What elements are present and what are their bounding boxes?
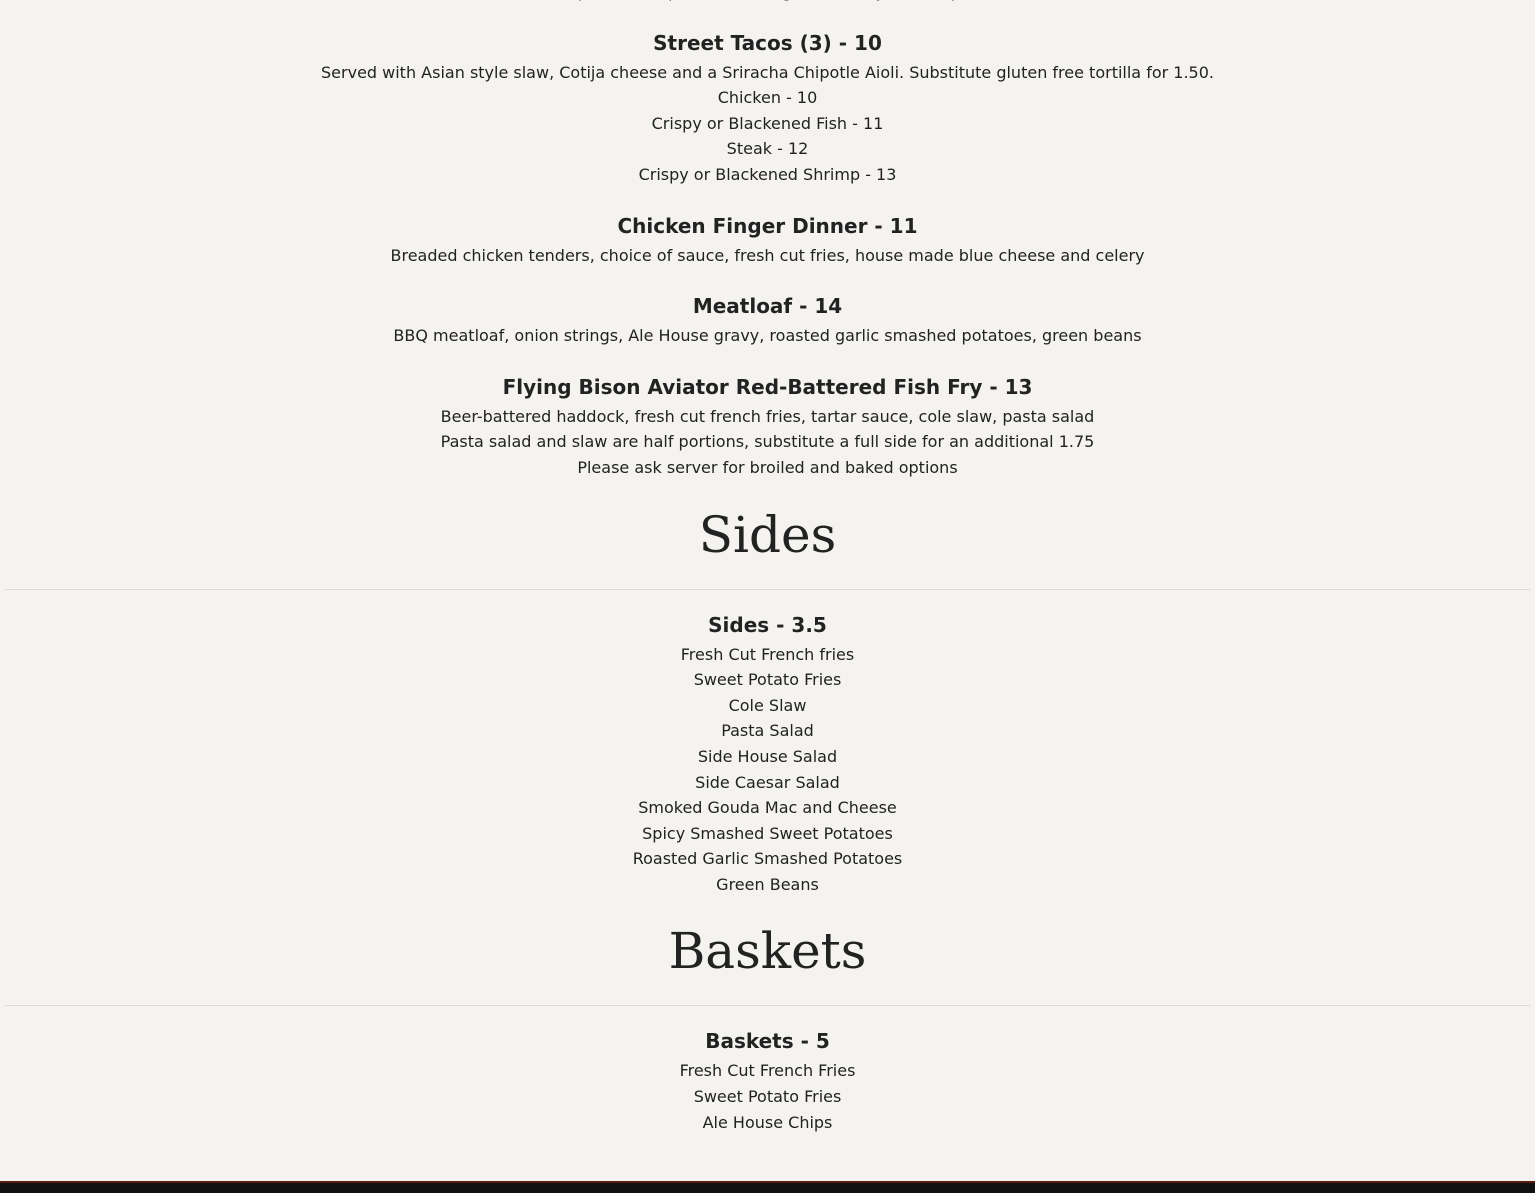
menu-item-note: Pasta salad and slaw are half portions, substitute a full side for an additional 1.75 — [440, 432, 1095, 452]
side-option: Side Caesar Salad — [695, 772, 840, 792]
basket-option: Sweet Potato Fries — [693, 1087, 842, 1107]
side-option: Fresh Cut French fries — [680, 644, 855, 664]
basket-option: Ale House Chips — [702, 1112, 833, 1132]
menu-item-description: Served with Asian style slaw, Cotija cheese and a Sriracha Chipotle Aioli. Substitute gluten free tortilla for 1.50. — [321, 62, 1214, 82]
side-option: Sweet Potato Fries — [693, 670, 842, 690]
sides-section — [0, 505, 1535, 898]
menu-item-description — [0, 0, 1535, 5]
baskets-section — [0, 921, 1535, 1135]
menu-item-description: BBQ meatloaf, onion strings, Ale House gravy, roasted garlic smashed potatoes, green beans — [393, 326, 1142, 346]
side-option: Pasta Salad — [721, 721, 814, 741]
side-option: Roasted Garlic Smashed Potatoes — [632, 849, 903, 869]
menu-item-title: Flying Bison Aviator Red-Battered Fish Fry - 13 — [502, 374, 1033, 399]
basket-option: Fresh Cut French Fries — [679, 1061, 856, 1081]
menu-item-title: Street Tacos (3) - 10 — [653, 30, 882, 55]
menu-item-option: Crispy or Blackened Shrimp - 13 — [638, 164, 897, 184]
side-option: Green Beans — [716, 874, 819, 894]
section-heading-baskets: Baskets — [668, 922, 867, 981]
footer-bar — [0, 1181, 1535, 1193]
side-option: Spicy Smashed Sweet Potatoes — [642, 823, 893, 843]
menu-item-title: Baskets - 5 — [705, 1029, 830, 1054]
menu-item-baskets — [0, 1026, 1535, 1135]
side-option: Smoked Gouda Mac and Cheese — [638, 798, 897, 818]
menu-item-title: Chicken Finger Dinner - 11 — [617, 213, 918, 238]
section-heading-sides: Sides — [698, 505, 837, 564]
menu-item-description: Breaded chicken tenders, choice of sauce, fresh cut fries, house made blue cheese and celery — [390, 245, 1145, 265]
menu-item-title: Sides - 3.5 — [708, 612, 827, 637]
side-option: Cole Slaw — [728, 695, 807, 715]
menu-item-option: Steak - 12 — [726, 139, 809, 159]
menu-item-meatloaf — [0, 291, 1535, 349]
menu-item-option: Crispy or Blackened Fish - 11 — [651, 113, 884, 133]
menu-item-chicken-finger-dinner — [0, 211, 1535, 269]
menu-item-note: Please ask server for broiled and baked options — [577, 457, 958, 477]
menu-item-street-tacos — [0, 28, 1535, 188]
side-option: Side House Salad — [697, 746, 838, 766]
menu-item-description: Beer-battered haddock, fresh cut french fries, tartar sauce, cole slaw, pasta salad — [440, 406, 1095, 426]
menu-item-option: Chicken - 10 — [717, 88, 818, 108]
menu-item-sides — [0, 610, 1535, 898]
menu-item-fish-fry — [0, 372, 1535, 481]
menu-item-title: Meatloaf - 14 — [692, 294, 843, 319]
